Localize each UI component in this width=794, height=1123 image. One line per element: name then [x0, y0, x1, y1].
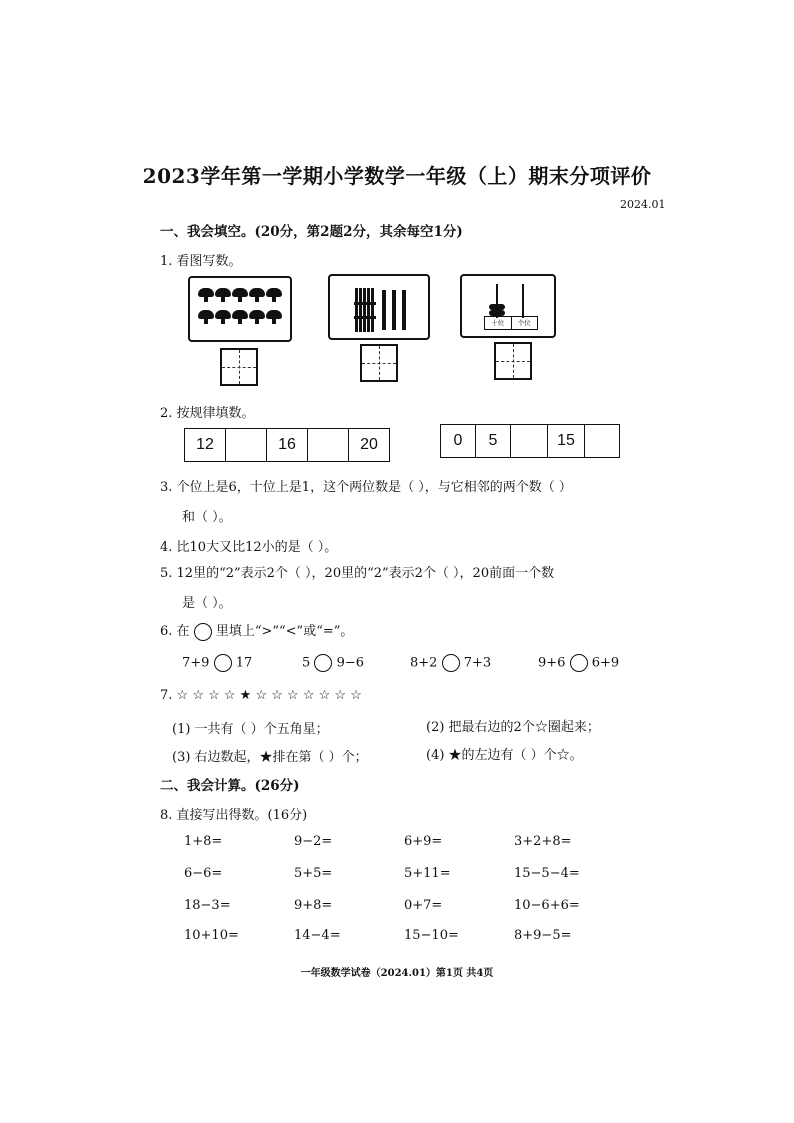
- question-6: [160, 620, 353, 641]
- question-7-part-2: (2) 把最右边的2个☆圈起来；: [426, 720, 600, 735]
- sequence-cell: 12: [185, 429, 226, 461]
- question-2: 2. 按规律填数。: [160, 406, 255, 421]
- sticks-picture: [328, 274, 430, 340]
- sequence-cell: 20: [360, 436, 378, 453]
- question-7-part-3: (3) 右边数起，★排在第（ ）个；: [172, 750, 368, 765]
- arithmetic-item: 8+9−5=: [514, 928, 572, 943]
- question-5-line-2: 是（ ）。: [182, 596, 232, 611]
- stick-icon: [402, 290, 406, 330]
- arithmetic-item: 10+10=: [184, 928, 239, 943]
- compare-right: 7+3: [463, 655, 492, 671]
- compare-item: [182, 654, 252, 672]
- stick-bundle-icon: [355, 288, 375, 332]
- sequence-blank[interactable]: [226, 429, 267, 461]
- ones-label: 个位: [517, 319, 531, 327]
- sequence-1: [184, 428, 390, 462]
- compare-circle[interactable]: [570, 654, 588, 672]
- mushroom-icon: [232, 288, 248, 302]
- sequence-cell: 16: [267, 429, 308, 461]
- compare-left: 7+9: [182, 655, 210, 671]
- sequence-blank[interactable]: [585, 425, 619, 457]
- question-3-line-1: 3. 个位上是6，十位上是1，这个两位数是（ ），与它相邻的两个数（ ）: [160, 480, 572, 495]
- sequence-cell: 5: [476, 425, 511, 457]
- arithmetic-item: 9+8=: [294, 898, 333, 913]
- arithmetic-item: 9−2=: [294, 834, 333, 849]
- mushroom-icon: [249, 310, 265, 324]
- arithmetic-item: 10−6+6=: [514, 898, 580, 913]
- compare-left: 9+6: [538, 655, 566, 671]
- exam-title: 2023学年第一学期小学数学一年级（上）期末分项评价: [142, 164, 652, 188]
- stick-icon: [392, 290, 396, 330]
- answer-box-3[interactable]: [494, 342, 532, 380]
- compare-left: 5: [302, 655, 311, 671]
- arithmetic-item: 18−3=: [184, 898, 231, 913]
- arithmetic-item: 5+5=: [294, 866, 333, 881]
- arithmetic-item: 5+11=: [404, 866, 451, 881]
- compare-circle[interactable]: [314, 654, 332, 672]
- arithmetic-item: 15−5−4=: [514, 866, 580, 881]
- compare-right: 17: [235, 655, 253, 671]
- compare-item: [302, 654, 364, 672]
- mushroom-icon: [198, 310, 214, 324]
- arithmetic-item: 6+9=: [404, 834, 443, 849]
- question-3-line-2: 和（ ）。: [182, 510, 232, 525]
- mushroom-icon: [198, 288, 214, 302]
- question-1: 1. 看图写数。: [160, 254, 242, 269]
- mushroom-picture: [188, 276, 292, 342]
- question-5-line-1: 5. 12里的“2”表示2个（ ），20里的“2”表示2个（ ），20前面一个数: [160, 566, 555, 581]
- ones-rod: [522, 284, 524, 318]
- circle-icon: [194, 623, 212, 641]
- arithmetic-item: 0+7=: [404, 898, 443, 913]
- sequence-cell: 0: [441, 425, 476, 457]
- question-7-stars: 7. ☆ ☆ ☆ ☆ ★ ☆ ☆ ☆ ☆ ☆ ☆ ☆: [160, 688, 362, 703]
- question-6-suffix: 里填上“>”“<”或“=”。: [215, 624, 354, 639]
- question-8: 8. 直接写出得数。(16分): [160, 808, 308, 823]
- arithmetic-item: 15−10=: [404, 928, 459, 943]
- compare-item: [410, 654, 491, 672]
- arithmetic-item: 3+2+8=: [514, 834, 572, 849]
- stick-icon: [382, 290, 386, 330]
- question-6-prefix: 6. 在: [160, 624, 190, 639]
- answer-box-2[interactable]: [360, 344, 398, 382]
- question-7-part-4: (4) ★的左边有（ ）个☆。: [426, 748, 583, 763]
- compare-item: [538, 654, 619, 672]
- question-4: 4. 比10大又比12小的是（ ）。: [160, 540, 338, 555]
- exam-date: 2024.01: [620, 198, 666, 211]
- mushroom-icon: [249, 288, 265, 302]
- arithmetic-item: 1+8=: [184, 834, 223, 849]
- mushroom-icon: [215, 310, 231, 324]
- arithmetic-item: 14−4=: [294, 928, 341, 943]
- mushroom-icon: [215, 288, 231, 302]
- mushroom-icon: [266, 288, 282, 302]
- sequence-2: [440, 424, 620, 458]
- section-2-heading: 二、我会计算。(26分): [160, 778, 300, 794]
- compare-right: 9−6: [336, 655, 364, 671]
- compare-circle[interactable]: [214, 654, 232, 672]
- compare-circle[interactable]: [442, 654, 460, 672]
- section-1-heading: 一、我会填空。(20分，第2题2分，其余每空1分): [160, 224, 463, 240]
- arithmetic-item: 6−6=: [184, 866, 223, 881]
- sequence-cell: 15: [548, 425, 585, 457]
- sequence-blank[interactable]: [511, 425, 548, 457]
- mushroom-icon: [232, 310, 248, 324]
- compare-left: 8+2: [410, 655, 438, 671]
- mushroom-icon: [266, 310, 282, 324]
- abacus-picture: [460, 274, 556, 338]
- question-7-part-1: (1) 一共有（ ）个五角星；: [172, 722, 329, 737]
- abacus-base: [484, 316, 538, 330]
- compare-right: 6+9: [591, 655, 620, 671]
- answer-box-1[interactable]: [220, 348, 258, 386]
- page-footer: 一年级数学试卷（2024.01）第1页 共4页: [300, 968, 494, 979]
- sequence-blank[interactable]: [308, 429, 349, 461]
- tens-label: 十位: [485, 317, 512, 329]
